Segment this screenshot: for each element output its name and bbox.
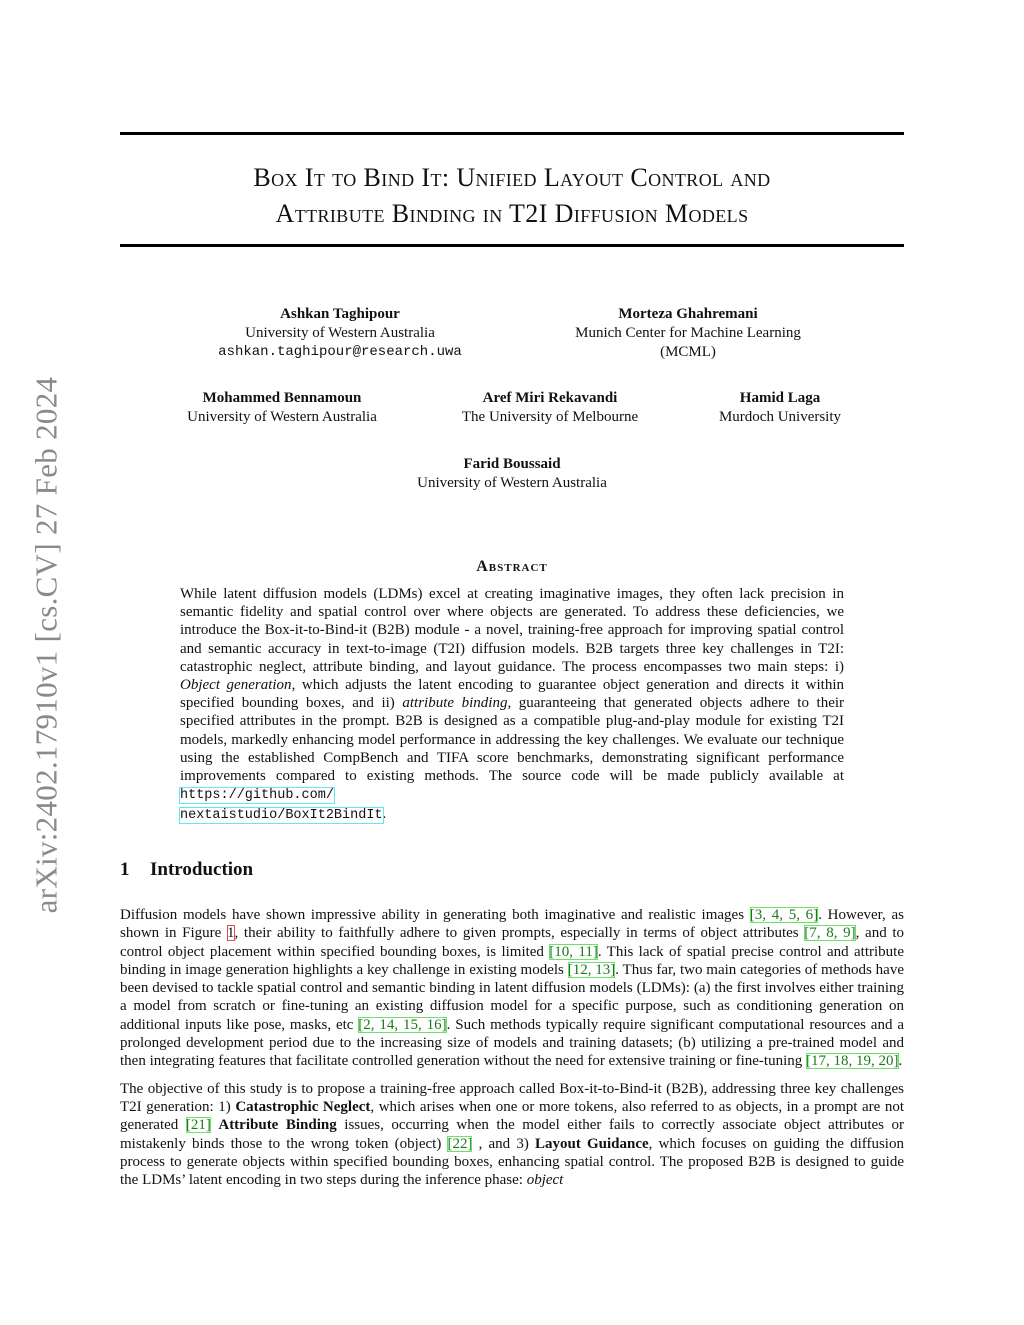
abstract-text: While latent diffusion models (LDMs) excel at creating imaginative images, they often lack precision in semantic fidelity and spatial control over where objects are generated. To address these deficiencies, we introduce the Box-it-to-Bind-it (B2B) module - a novel, training-free approach for improving spatial control and semantic accuracy in text-to-image (T2I) diffusion models. B2B targets three key challenges in T2I: catastrophic neglect, attribute binding, and layout guidance. The process encompasses two main steps: i): [180, 586, 844, 675]
abstract-text: .: [382, 806, 387, 823]
body-text: . Thus far, two main categories of methods have been devised to tackle spatial control and semantic binding in latent diffusion models (LDMs): (a) the first involves either training a model from scratch or fine-tuning an existing diffusion model for a specific purpose, such as conditioning generation on additional inputs like pose, masks, etc: [120, 961, 904, 1033]
introduction-body: [120, 906, 904, 1198]
body-text: , and 3): [472, 1135, 535, 1152]
emphasis-text: object: [526, 1172, 564, 1189]
citation-link[interactable]: [17, 18, 19, 20]: [806, 1053, 899, 1070]
author-name: Ashkan Taghipour: [280, 306, 400, 322]
author-name: Mohammed Bennamoun: [202, 390, 362, 406]
citation-link[interactable]: [2, 14, 15, 16]: [358, 1016, 447, 1033]
source-code-link[interactable]: nextaistudio/BoxIt2BindIt: [180, 808, 383, 824]
body-text: Diffusion models have shown impressive ability in generating both imaginative and realistic images: [120, 907, 750, 923]
author-affiliation: The University of Melbourne: [461, 409, 639, 425]
author-block: [190, 305, 490, 362]
bold-term: Layout Guidance: [534, 1135, 649, 1152]
body-text: , and to control object placement within specified bounding boxes, is limited: [120, 925, 905, 960]
author-block: [690, 389, 870, 427]
author-affiliation: University of Western Australia: [187, 409, 377, 425]
abstract-body: [180, 585, 844, 826]
citation-link[interactable]: [10, 11]: [549, 943, 598, 960]
body-text: , their ability to faithfully adhere to given prompts, especially in terms of object attributes: [234, 925, 805, 942]
section-title: Introduction: [150, 859, 254, 880]
abstract-emphasis: attribute binding: [402, 695, 508, 712]
citation-link[interactable]: [22]: [447, 1135, 473, 1152]
body-text: The objective of this study is to propose a training-free approach called Box-it-to-Bind-it (B2B), addressing three key challenges T2I generation: 1): [120, 1080, 904, 1115]
author-affiliation: University of Western Australia: [417, 475, 607, 491]
body-text: , which focuses on guiding the diffusion process to generate objects within specified bounding boxes, enhancing spatial control. The proposed B2B is designed to guide the LDMs’ latent encoding in two steps during the inference phase:: [120, 1135, 904, 1189]
body-text: . However, as shown in Figure: [120, 907, 904, 942]
title-line-1: Box It to Bind It: Unified Layout Control and: [253, 163, 771, 192]
citation-link[interactable]: [21]: [185, 1117, 211, 1134]
author-name: Hamid Laga: [739, 390, 821, 406]
title-line-2: Attribute Binding in T2I Diffusion Models: [275, 199, 749, 228]
bold-term: Attribute Binding: [218, 1117, 337, 1134]
body-text: . This lack of spatial precise control and attribute binding in image generation highlights a key challenge in existing models: [120, 943, 904, 978]
title-rule-top: [120, 132, 904, 135]
body-text: , which arises when one or more tokens, also referred to as objects, in a prompt are not generated: [120, 1098, 905, 1134]
bold-term: Catastrophic Neglect: [235, 1098, 371, 1115]
author-affiliation: University of Western Australia: [245, 325, 435, 341]
title-rule-bottom: [120, 244, 904, 247]
author-block: [362, 455, 662, 493]
source-code-link[interactable]: https://github.com/: [180, 788, 334, 804]
author-block: [430, 389, 670, 427]
author-block: [538, 305, 838, 362]
abstract-emphasis: Object generation: [180, 677, 292, 694]
arxiv-identifier: arXiv:2402.17910v1 [cs.CV] 27 Feb 2024: [28, 376, 64, 914]
author-name: Farid Boussaid: [463, 456, 561, 472]
figure-reference-link[interactable]: 1: [227, 925, 235, 942]
intro-paragraph-1: [120, 906, 904, 1071]
abstract-text: , guaranteeing that generated objects adhere to their specified attributes in the prompt. B2B is designed as a compatible plug-and-play module for existing T2I models, markedly enhancing model performance in addressing the key challenges. We evaluate our technique using the established CompBench and TIFA score benchmarks, demonstrating significant performance improvements compared to existing methods. The source code will be made publicly available at: [180, 695, 845, 785]
citation-link[interactable]: [7, 8, 9]: [804, 925, 856, 942]
author-affiliation: Murdoch University: [718, 409, 842, 425]
section-heading: [120, 859, 253, 881]
abstract-text: , which adjusts the latent encoding to guarantee object generation and directs it within specified bounding boxes, and ii): [180, 677, 844, 712]
paper-title: [120, 160, 904, 232]
author-affiliation: Munich Center for Machine Learning: [575, 325, 801, 341]
citation-link[interactable]: [12, 13]: [567, 961, 616, 978]
intro-paragraph-2: [120, 1080, 904, 1190]
section-number: 1: [120, 859, 130, 880]
author-name: Morteza Ghahremani: [618, 306, 758, 322]
abstract-paragraph: [180, 585, 844, 826]
body-text: .: [898, 1053, 903, 1070]
body-text: . Such methods typically require significant computational resources and a prolonged development period due to the increasing size of models and training datasets; (b) utilizing a pre-trained model and then integrating features that facilitate controlled generation without the need for extensive training or fine-tuning: [120, 1016, 904, 1070]
author-affiliation-2: (MCML): [660, 344, 716, 360]
arxiv-sidebar: [28, 350, 64, 940]
author-email: ashkan.taghipour@research.uwa: [218, 344, 462, 360]
author-name: Aref Miri Rekavandi: [482, 390, 618, 406]
body-text: issues, occurring when the model either fails to correctly associate object attributes or mistakenly binds those to the wrong token (object): [120, 1117, 905, 1152]
abstract-heading: Abstract: [476, 558, 548, 575]
citation-link[interactable]: [3, 4, 5, 6]: [749, 907, 819, 923]
author-block: [162, 389, 402, 427]
